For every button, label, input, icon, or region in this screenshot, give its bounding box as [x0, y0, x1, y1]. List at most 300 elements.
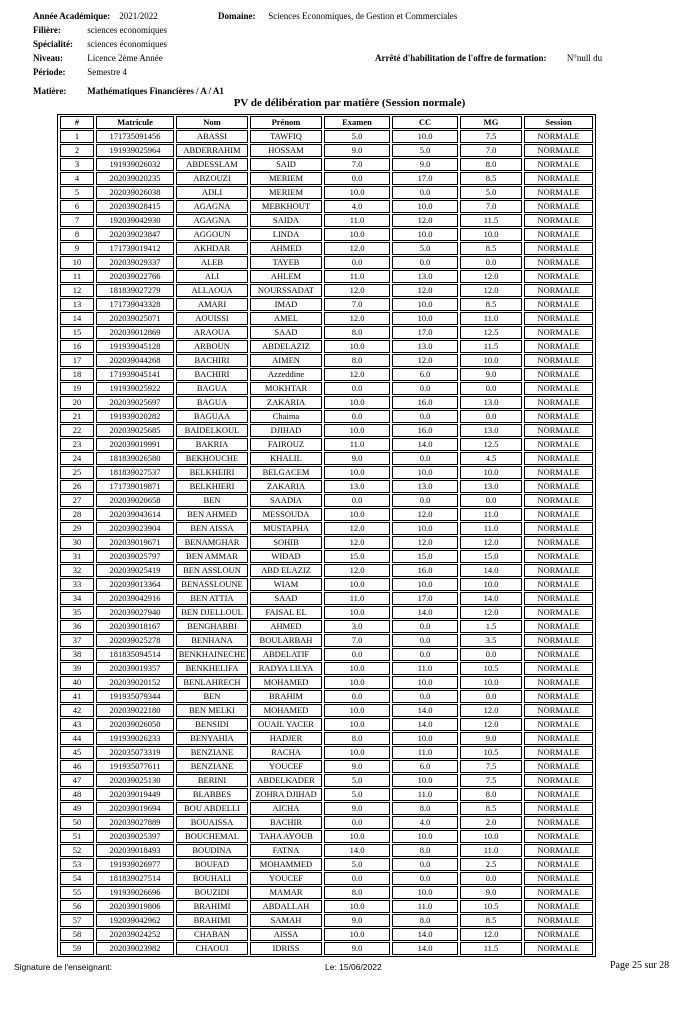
cell-examen: 8.0	[324, 326, 390, 339]
cell-mg: 11.5	[460, 942, 522, 955]
cell-prenom: DJIHAD	[250, 424, 322, 437]
table-row	[60, 886, 593, 899]
cell-nom: BENLAHRECH	[176, 676, 248, 689]
cell-examen: 10.0	[324, 718, 390, 731]
cell-mg: 9.0	[460, 886, 522, 899]
cell-num: 16	[60, 340, 94, 353]
cell-prenom: ABDALLAH	[250, 900, 322, 913]
table-row	[60, 158, 593, 171]
table-row	[60, 662, 593, 675]
domain-label: Domaine:	[218, 11, 256, 21]
cell-session: NORMALE	[524, 340, 593, 353]
cell-examen: 10.0	[324, 228, 390, 241]
cell-prenom: AHLEM	[250, 270, 322, 283]
table-row	[60, 942, 593, 955]
cell-nom: BEN ATTIA	[176, 592, 248, 605]
cell-cc: 10.0	[392, 130, 458, 143]
cell-num: 58	[60, 928, 94, 941]
cell-examen: 5.0	[324, 774, 390, 787]
cell-nom: AMARI	[176, 298, 248, 311]
cell-cc: 0.0	[392, 494, 458, 507]
cell-prenom: SAAD	[250, 592, 322, 605]
cell-nom: BAIDELKOUL	[176, 424, 248, 437]
cell-session: NORMALE	[524, 312, 593, 325]
cell-matricule: 191939026032	[96, 158, 174, 171]
specialite-line	[33, 38, 167, 50]
cell-nom: BRAHIMI	[176, 900, 248, 913]
table-row	[60, 284, 593, 297]
cell-examen: 12.0	[324, 284, 390, 297]
niveau-line	[33, 52, 163, 64]
cell-num: 25	[60, 466, 94, 479]
table-row	[60, 130, 593, 143]
cell-session: NORMALE	[524, 844, 593, 857]
col-header-session: Session	[524, 116, 593, 129]
cell-matricule: 202039022180	[96, 704, 174, 717]
cell-session: NORMALE	[524, 816, 593, 829]
table-row	[60, 368, 593, 381]
table-row	[60, 480, 593, 493]
cell-nom: CHABAN	[176, 928, 248, 941]
cell-examen: 11.0	[324, 270, 390, 283]
cell-num: 36	[60, 620, 94, 633]
cell-cc: 15.0	[392, 550, 458, 563]
cell-mg: 12.0	[460, 718, 522, 731]
cell-prenom: ABDELKADER	[250, 774, 322, 787]
table-row	[60, 718, 593, 731]
cell-prenom: MERIEM	[250, 172, 322, 185]
cell-prenom: Chaima	[250, 410, 322, 423]
cell-nom: BEN ASSLOUN	[176, 564, 248, 577]
cell-matricule: 181839027279	[96, 284, 174, 297]
cell-session: NORMALE	[524, 228, 593, 241]
cell-examen: 12.0	[324, 536, 390, 549]
cell-cc: 0.0	[392, 382, 458, 395]
cell-mg: 9.0	[460, 368, 522, 381]
cell-prenom: MOHAMMED	[250, 858, 322, 871]
cell-mg: 12.5	[460, 326, 522, 339]
cell-prenom: BELGACEM	[250, 466, 322, 479]
cell-cc: 14.0	[392, 704, 458, 717]
niveau-label: Niveau:	[33, 53, 63, 63]
cell-num: 5	[60, 186, 94, 199]
cell-cc: 16.0	[392, 424, 458, 437]
cell-session: NORMALE	[524, 774, 593, 787]
cell-nom: BELKHIERI	[176, 480, 248, 493]
table-row	[60, 214, 593, 227]
cell-session: NORMALE	[524, 270, 593, 283]
cell-nom: AOUISSI	[176, 312, 248, 325]
cell-nom: ALEB	[176, 256, 248, 269]
cell-matricule: 202039023904	[96, 522, 174, 535]
cell-session: NORMALE	[524, 368, 593, 381]
table-row	[60, 382, 593, 395]
cell-mg: 2.0	[460, 816, 522, 829]
cell-session: NORMALE	[524, 144, 593, 157]
cell-matricule: 202039018167	[96, 620, 174, 633]
cell-examen: 10.0	[324, 466, 390, 479]
cell-session: NORMALE	[524, 298, 593, 311]
cell-cc: 14.0	[392, 928, 458, 941]
cell-num: 38	[60, 648, 94, 661]
cell-nom: BENASSLOUNE	[176, 578, 248, 591]
cell-prenom: MERIEM	[250, 186, 322, 199]
cell-num: 6	[60, 200, 94, 213]
cell-cc: 10.0	[392, 466, 458, 479]
cell-mg: 8.5	[460, 802, 522, 815]
table-row	[60, 186, 593, 199]
cell-cc: 0.0	[392, 872, 458, 885]
cell-nom: ARAOUA	[176, 326, 248, 339]
page-title: PV de délibération par matière (Session normale)	[233, 97, 466, 109]
cell-nom: ADLI	[176, 186, 248, 199]
cell-session: NORMALE	[524, 256, 593, 269]
cell-num: 7	[60, 214, 94, 227]
col-header-prenom: Prénom	[250, 116, 322, 129]
cell-examen: 9.0	[324, 802, 390, 815]
table-row	[60, 592, 593, 605]
specialite-label: Spécialité:	[33, 39, 73, 49]
cell-session: NORMALE	[524, 242, 593, 255]
cell-mg: 0.0	[460, 256, 522, 269]
cell-examen: 12.0	[324, 312, 390, 325]
cell-session: NORMALE	[524, 676, 593, 689]
cell-examen: 10.0	[324, 606, 390, 619]
cell-matricule: 202039026050	[96, 718, 174, 731]
cell-nom: BOUCHEMAL	[176, 830, 248, 843]
cell-mg: 10.0	[460, 228, 522, 241]
cell-matricule: 171735091456	[96, 130, 174, 143]
cell-num: 52	[60, 844, 94, 857]
cell-prenom: YOUCEF	[250, 760, 322, 773]
col-header-nom: Nom	[176, 116, 248, 129]
cell-prenom: FAISAL EL	[250, 606, 322, 619]
cell-prenom: LINDA	[250, 228, 322, 241]
cell-cc: 0.0	[392, 186, 458, 199]
table-row	[60, 802, 593, 815]
cell-prenom: YOUCEF	[250, 872, 322, 885]
cell-session: NORMALE	[524, 354, 593, 367]
cell-session: NORMALE	[524, 648, 593, 661]
arrete-value: N°null du	[566, 53, 603, 63]
cell-num: 51	[60, 830, 94, 843]
cell-num: 22	[60, 424, 94, 437]
cell-nom: BACHIRI	[176, 354, 248, 367]
cell-examen: 0.0	[324, 410, 390, 423]
cell-session: NORMALE	[524, 382, 593, 395]
cell-examen: 0.0	[324, 172, 390, 185]
cell-num: 54	[60, 872, 94, 885]
table-row	[60, 550, 593, 563]
cell-matricule: 202039025685	[96, 424, 174, 437]
cell-examen: 10.0	[324, 928, 390, 941]
cell-examen: 5.0	[324, 788, 390, 801]
cell-mg: 0.0	[460, 872, 522, 885]
cell-session: NORMALE	[524, 396, 593, 409]
cell-nom: BEN AHMED	[176, 508, 248, 521]
cell-nom: ALLAOUA	[176, 284, 248, 297]
cell-cc: 10.0	[392, 228, 458, 241]
cell-session: NORMALE	[524, 900, 593, 913]
cell-matricule: 191939045128	[96, 340, 174, 353]
cell-examen: 7.0	[324, 298, 390, 311]
table-row	[60, 172, 593, 185]
cell-matricule: 202039019449	[96, 788, 174, 801]
cell-matricule: 202039019694	[96, 802, 174, 815]
cell-mg: 10.0	[460, 578, 522, 591]
cell-cc: 8.0	[392, 844, 458, 857]
cell-nom: BRAHIMI	[176, 914, 248, 927]
cell-examen: 0.0	[324, 872, 390, 885]
cell-mg: 13.0	[460, 424, 522, 437]
cell-matricule: 191939020282	[96, 410, 174, 423]
cell-prenom: TAWFIQ	[250, 130, 322, 143]
cell-mg: 12.0	[460, 928, 522, 941]
cell-session: NORMALE	[524, 858, 593, 871]
cell-session: NORMALE	[524, 480, 593, 493]
cell-num: 12	[60, 284, 94, 297]
filiere-line	[33, 24, 167, 36]
academic-year-value: 2021/2022	[119, 11, 158, 21]
cell-nom: BAGUA	[176, 382, 248, 395]
cell-prenom: ZAKARIA	[250, 480, 322, 493]
cell-examen: 0.0	[324, 382, 390, 395]
cell-session: NORMALE	[524, 942, 593, 955]
cell-nom: BOUZIDI	[176, 886, 248, 899]
cell-session: NORMALE	[524, 662, 593, 675]
cell-prenom: SAAD	[250, 326, 322, 339]
cell-num: 24	[60, 452, 94, 465]
academic-year-label: Année Académique:	[33, 11, 111, 21]
cell-mg: 12.0	[460, 284, 522, 297]
cell-cc: 13.0	[392, 340, 458, 353]
cell-prenom: WIDAD	[250, 550, 322, 563]
cell-examen: 10.0	[324, 578, 390, 591]
cell-prenom: MUSTAPHA	[250, 522, 322, 535]
cell-matricule: 202039027940	[96, 606, 174, 619]
table-row	[60, 144, 593, 157]
cell-prenom: ZAKARIA	[250, 396, 322, 409]
cell-num: 17	[60, 354, 94, 367]
cell-nom: BERINI	[176, 774, 248, 787]
table-row	[60, 298, 593, 311]
cell-examen: 10.0	[324, 746, 390, 759]
cell-nom: ABDESSLAM	[176, 158, 248, 171]
cell-examen: 10.0	[324, 830, 390, 843]
arrete-line	[375, 52, 602, 64]
cell-prenom: IDRISS	[250, 942, 322, 955]
cell-prenom: HOSSAM	[250, 144, 322, 157]
cell-nom: BELKHEIRI	[176, 466, 248, 479]
cell-matricule: 202039025397	[96, 830, 174, 843]
cell-cc: 0.0	[392, 620, 458, 633]
cell-prenom: BOULARBAH	[250, 634, 322, 647]
cell-prenom: ABDELAZIZ	[250, 340, 322, 353]
cell-matricule: 202039018493	[96, 844, 174, 857]
cell-nom: AGAGNA	[176, 214, 248, 227]
cell-session: NORMALE	[524, 718, 593, 731]
cell-cc: 10.0	[392, 312, 458, 325]
cell-prenom: AISSA	[250, 928, 322, 941]
cell-num: 47	[60, 774, 94, 787]
cell-examen: 4.0	[324, 200, 390, 213]
cell-session: NORMALE	[524, 200, 593, 213]
cell-session: NORMALE	[524, 536, 593, 549]
cell-session: NORMALE	[524, 438, 593, 451]
cell-prenom: MESSOUDA	[250, 508, 322, 521]
col-header-cc: CC	[392, 116, 458, 129]
cell-matricule: 171739019871	[96, 480, 174, 493]
cell-cc: 0.0	[392, 648, 458, 661]
cell-mg: 11.0	[460, 508, 522, 521]
cell-examen: 13.0	[324, 480, 390, 493]
cell-matricule: 202039026038	[96, 186, 174, 199]
cell-num: 27	[60, 494, 94, 507]
cell-examen: 10.0	[324, 424, 390, 437]
cell-prenom: BACHIR	[250, 816, 322, 829]
cell-matricule: 202039013364	[96, 578, 174, 591]
cell-matricule: 202039025071	[96, 312, 174, 325]
cell-examen: 14.0	[324, 844, 390, 857]
cell-mg: 10.0	[460, 466, 522, 479]
cell-nom: ALI	[176, 270, 248, 283]
table-row	[60, 228, 593, 241]
cell-cc: 12.0	[392, 284, 458, 297]
table-row	[60, 522, 593, 535]
cell-prenom: WIAM	[250, 578, 322, 591]
cell-matricule: 191939025922	[96, 382, 174, 395]
cell-cc: 6.0	[392, 368, 458, 381]
periode-line	[33, 66, 127, 78]
cell-examen: 10.0	[324, 900, 390, 913]
cell-examen: 8.0	[324, 354, 390, 367]
cell-mg: 11.5	[460, 214, 522, 227]
cell-mg: 7.5	[460, 760, 522, 773]
cell-cc: 10.0	[392, 200, 458, 213]
cell-matricule: 202039023847	[96, 228, 174, 241]
table-row	[60, 508, 593, 521]
cell-nom: AKHDAR	[176, 242, 248, 255]
table-row	[60, 536, 593, 549]
cell-cc: 10.0	[392, 886, 458, 899]
cell-examen: 7.0	[324, 158, 390, 171]
table-row	[60, 844, 593, 857]
cell-num: 15	[60, 326, 94, 339]
cell-session: NORMALE	[524, 158, 593, 171]
cell-cc: 0.0	[392, 452, 458, 465]
cell-cc: 8.0	[392, 802, 458, 815]
cell-mg: 10.0	[460, 830, 522, 843]
cell-num: 20	[60, 396, 94, 409]
cell-mg: 8.0	[460, 158, 522, 171]
cell-session: NORMALE	[524, 452, 593, 465]
cell-cc: 12.0	[392, 508, 458, 521]
cell-matricule: 181839026580	[96, 452, 174, 465]
cell-nom: BOU ABDELLI	[176, 802, 248, 815]
cell-nom: CHAOUI	[176, 942, 248, 955]
periode-value: Semestre 4	[87, 67, 127, 77]
cell-matricule: 181839027514	[96, 872, 174, 885]
cell-matricule: 181839027537	[96, 466, 174, 479]
cell-num: 10	[60, 256, 94, 269]
cell-cc: 13.0	[392, 480, 458, 493]
table-row	[60, 200, 593, 213]
page-number: Page 25 sur 28	[610, 960, 670, 971]
cell-examen: 15.0	[324, 550, 390, 563]
cell-examen: 9.0	[324, 914, 390, 927]
periode-label: Période:	[33, 67, 66, 77]
col-header-num: #	[60, 116, 94, 129]
table-row	[60, 256, 593, 269]
cell-prenom: SAID	[250, 158, 322, 171]
cell-prenom: KHALIL	[250, 452, 322, 465]
cell-num: 30	[60, 536, 94, 549]
table-row	[60, 564, 593, 577]
cell-session: NORMALE	[524, 326, 593, 339]
cell-session: NORMALE	[524, 690, 593, 703]
cell-cc: 14.0	[392, 606, 458, 619]
cell-prenom: MOHAMED	[250, 704, 322, 717]
cell-prenom: Azzeddine	[250, 368, 322, 381]
cell-matricule: 202035073319	[96, 746, 174, 759]
cell-session: NORMALE	[524, 704, 593, 717]
cell-matricule: 202039025130	[96, 774, 174, 787]
cell-session: NORMALE	[524, 788, 593, 801]
cell-num: 45	[60, 746, 94, 759]
cell-mg: 0.0	[460, 382, 522, 395]
table-row	[60, 466, 593, 479]
cell-cc: 12.0	[392, 214, 458, 227]
cell-num: 1	[60, 130, 94, 143]
date-label: Le: 15/06/2022	[325, 962, 382, 972]
cell-prenom: NOURSSADAT	[250, 284, 322, 297]
niveau-value: Licence 2ème Année	[87, 53, 163, 63]
cell-prenom: TAYEB	[250, 256, 322, 269]
table-row	[60, 270, 593, 283]
cell-mg: 3.5	[460, 634, 522, 647]
cell-nom: BEN DJELLOUL	[176, 606, 248, 619]
cell-matricule: 191935077611	[96, 760, 174, 773]
filiere-value: sciences economiques	[87, 25, 167, 35]
cell-num: 53	[60, 858, 94, 871]
cell-session: NORMALE	[524, 284, 593, 297]
cell-prenom: FAIROUZ	[250, 438, 322, 451]
cell-matricule: 202039012869	[96, 326, 174, 339]
cell-mg: 12.0	[460, 606, 522, 619]
cell-num: 11	[60, 270, 94, 283]
table-row	[60, 424, 593, 437]
table-row	[60, 396, 593, 409]
cell-examen: 12.0	[324, 368, 390, 381]
cell-cc: 14.0	[392, 942, 458, 955]
cell-cc: 5.0	[392, 144, 458, 157]
cell-nom: ABDERRAHIM	[176, 144, 248, 157]
cell-mg: 7.5	[460, 774, 522, 787]
cell-matricule: 202039019991	[96, 438, 174, 451]
cell-matricule: 181835094514	[96, 648, 174, 661]
table-row	[60, 410, 593, 423]
cell-matricule: 202039025278	[96, 634, 174, 647]
cell-cc: 12.0	[392, 354, 458, 367]
cell-session: NORMALE	[524, 620, 593, 633]
cell-num: 43	[60, 718, 94, 731]
cell-mg: 0.0	[460, 690, 522, 703]
cell-matricule: 191939026977	[96, 858, 174, 871]
cell-mg: 8.5	[460, 242, 522, 255]
table-row	[60, 452, 593, 465]
cell-prenom: OUAIL YACER	[250, 718, 322, 731]
cell-examen: 9.0	[324, 452, 390, 465]
